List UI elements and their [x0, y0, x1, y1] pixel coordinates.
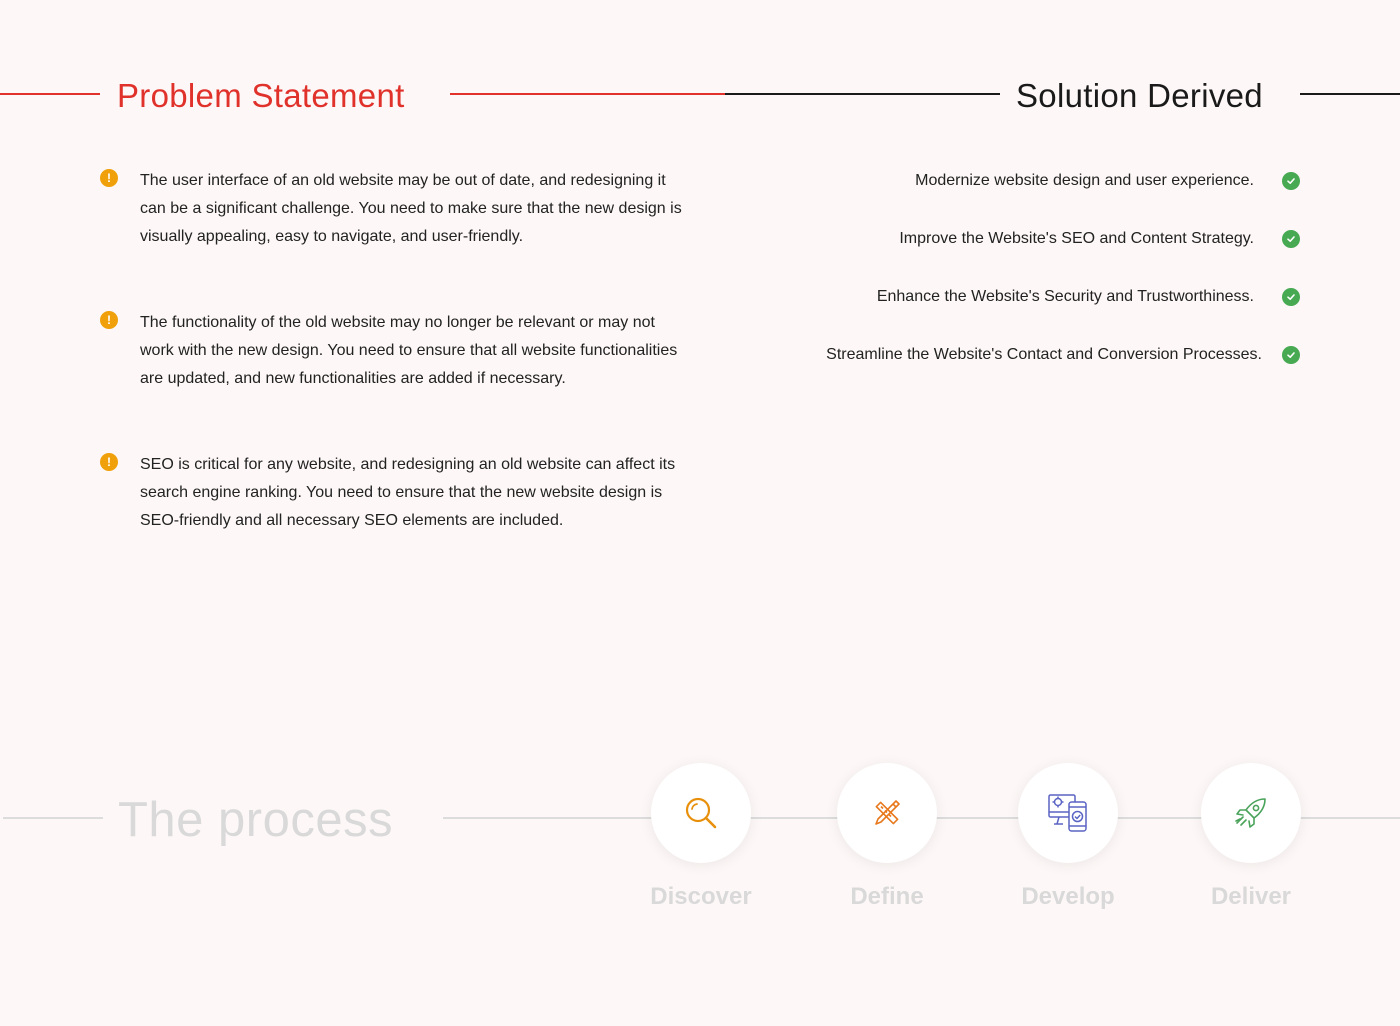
- solution-line-right: [1300, 93, 1400, 95]
- magnifier-icon: [683, 795, 719, 831]
- define-step[interactable]: [837, 763, 937, 863]
- discover-step[interactable]: [651, 763, 751, 863]
- warning-icon: !: [100, 453, 118, 471]
- devices-settings-icon: [1047, 792, 1089, 834]
- solution-text: Streamline the Website's Contact and Conversion Processes.: [826, 346, 1262, 363]
- problem-text: The user interface of an old website may be out of date, and redesigning it can be a significant challenge. You need to make sure that the new design is visually appealing, easy to navigate, and user-friendly.: [140, 172, 682, 245]
- develop-label: Develop: [1021, 883, 1115, 910]
- deliver-label: Deliver: [1210, 883, 1292, 910]
- pencil-ruler-icon: [872, 798, 902, 828]
- solution-derived-heading: Solution Derived: [1016, 77, 1263, 114]
- solution-item: [877, 285, 1300, 309]
- solution-line-left: [725, 93, 1000, 95]
- solution-text: Modernize website design and user experience.: [915, 172, 1254, 189]
- warning-icon: !: [100, 169, 118, 187]
- problem-statement-heading: Problem Statement: [117, 77, 405, 114]
- check-circle-icon: [1282, 346, 1300, 364]
- check-circle-icon: [1282, 288, 1300, 306]
- problem-line-left: [0, 93, 100, 95]
- rocket-icon: [1233, 795, 1269, 831]
- problem-item: [100, 451, 700, 535]
- deliver-step[interactable]: [1201, 763, 1301, 863]
- solution-item: [826, 343, 1300, 367]
- check-circle-icon: [1282, 230, 1300, 248]
- problem-item: [100, 167, 700, 251]
- solution-text: Improve the Website's SEO and Content Strategy.: [899, 230, 1254, 247]
- problem-text: The functionality of the old website may no longer be relevant or may not work with the new design. You need to ensure that all website functionalities are updated, and new functionalities are added if necessary.: [140, 314, 678, 387]
- solution-text: Enhance the Website's Security and Trustworthiness.: [876, 288, 1254, 305]
- define-label: Define: [850, 883, 924, 910]
- solution-item: [899, 227, 1300, 251]
- problem-line-right: [450, 93, 725, 95]
- warning-icon: !: [100, 311, 118, 329]
- solution-item: [915, 169, 1300, 193]
- process-heading: The process: [118, 793, 394, 847]
- process-line-left: [3, 817, 103, 819]
- problem-text: SEO is critical for any website, and redesigning an old website can affect its search engine ranking. You need to ensure that the new website design is SEO-friendly and all necessary SEO elements are included.: [140, 456, 676, 529]
- check-circle-icon: [1282, 172, 1300, 190]
- develop-step[interactable]: [1018, 763, 1118, 863]
- problem-item: [100, 309, 700, 393]
- discover-label: Discover: [650, 883, 752, 910]
